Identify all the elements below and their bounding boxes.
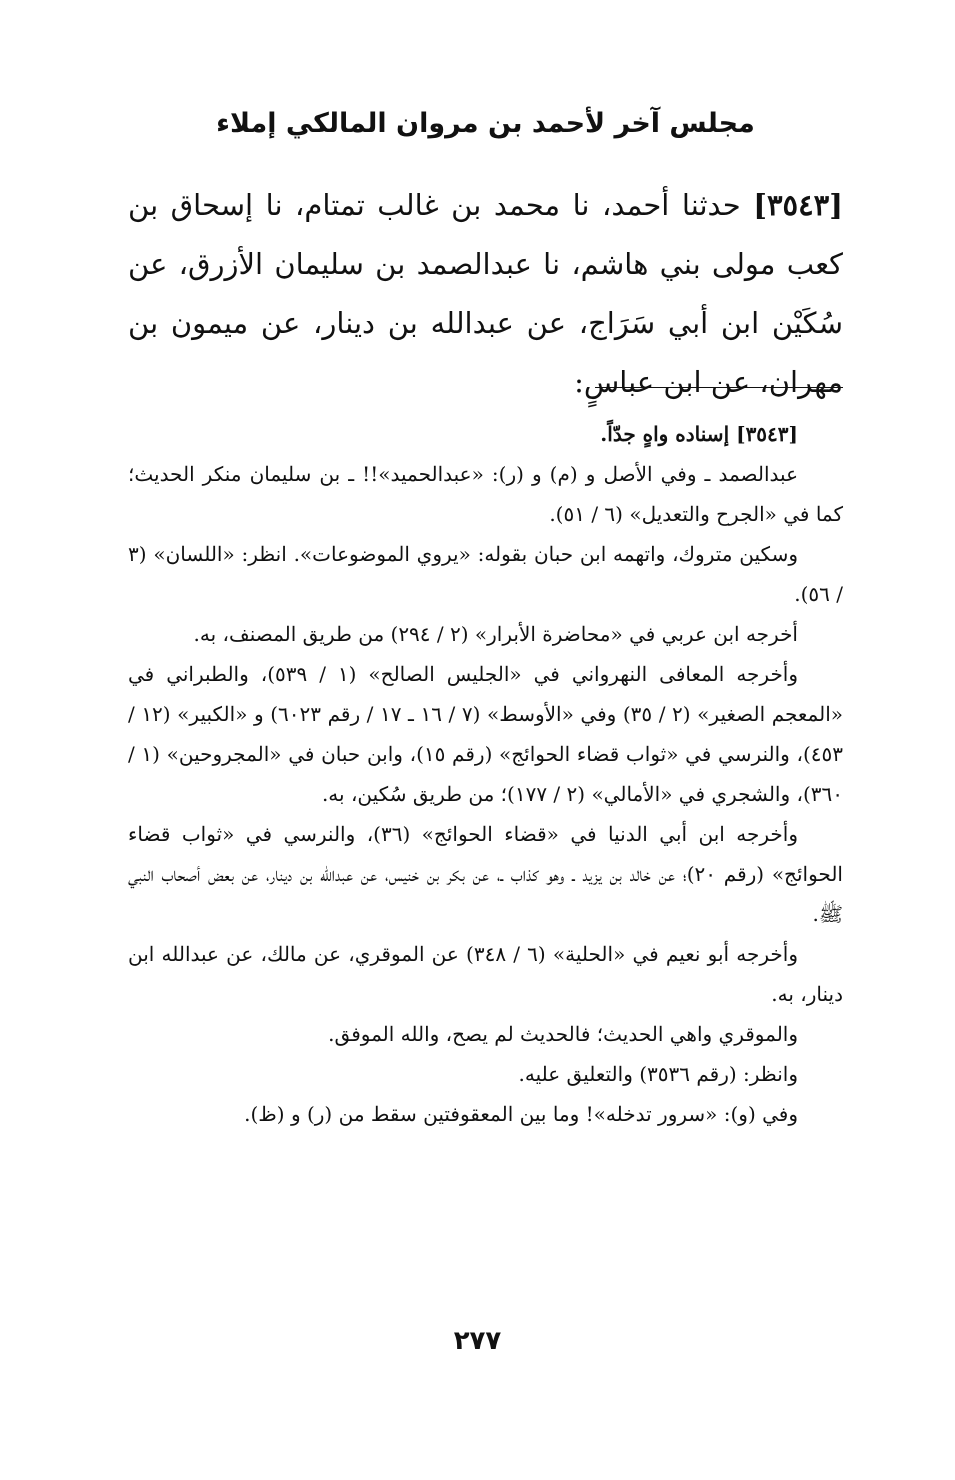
page-heading: مجلس آخر لأحمد بن مروان المالكي إملاء (216, 108, 755, 139)
footnotes (128, 414, 843, 1134)
footnote-paragraph: عبدالصمد ـ وفي الأصل و (م) و (ر): «عبدالحميد»!! ـ بن سليمان منكر الحديث؛ كما في «الجرح والتعديل» (٦ / ٥١). (128, 462, 843, 526)
footnote-paragraph: وسكين متروك، واتهمه ابن حبان بقوله: «يروي الموضوعات». انظر: «اللسان» (٣ / ٥٦). (128, 542, 843, 606)
hadith-body: حدثنا أحمد، نا محمد بن غالب تمتام، نا إسحاق بن كعب مولى بني هاشم، نا عبدالصمد بن سليمان الأزرق، عن سُكَيْن ابن أبي سَرَاج، عن عبدالله بن دينار، عن ميمون بن مهران، عن ابن عباسٍ: (128, 188, 843, 399)
page-number: ٢٧٧ (453, 1326, 502, 1356)
footnote-paragraph: وفي (و): «سرور تدخله»! وما بين المعقوفتين سقط من (ر) و (ظ). (244, 1102, 798, 1126)
footnote-paragraph: وأخرجه المعافى النهرواني في «الجليس الصالح» (١ / ٥٣٩)، والطبراني في «المعجم الصغير» (٢ / ٣٥) وفي «الأوسط» (٧ / ١٦ ـ ١٧ / رقم ٦٠٢٣) و «الكبير» (١٢ / ٤٥٣)، والنرسي في «ثواب قضاء الحوائج» (رقم ١٥)، وابن حبان في «المجروحين» (١ / ٣٦٠)، والشجري في «الأمالي» (٢ / ١٧٧)؛ من طريق سُكين، به. (128, 662, 844, 806)
footnote-separator (595, 387, 843, 388)
footnote-paragraph: وانظر: (رقم ٣٥٣٦) والتعليق عليه. (518, 1062, 798, 1086)
footnote-paragraph: والموقري واهي الحديث؛ فالحديث لم يصح، والله الموفق. (328, 1022, 798, 1046)
hadith-text (128, 176, 843, 412)
footnote-paragraph: وأخرجه ابن أبي الدنيا في «قضاء الحوائج» (٣٦)، والنرسي في «ثواب قضاء الحوائج» (رقم ٢٠)؛ عن خالد بن يزيد ـ وهو كذاب ـ، عن بكر بن خنيس، عن عبدالله بن دينار، عن بعض أصحاب النبي ﷺ. (128, 822, 843, 926)
footnote-heading: [٣٥٤٣] إسناده واهٍ جدّاً. (600, 422, 798, 446)
footnote-paragraph: أخرجه ابن عربي في «محاضرة الأبرار» (٢ / ٢٩٤) من طريق المصنف، به. (193, 622, 798, 646)
hadith-number: [٣٥٤٣] (753, 188, 843, 222)
footnote-paragraph: وأخرجه أبو نعيم في «الحلية» (٦ / ٣٤٨) عن الموقري، عن مالك، عن عبدالله ابن دينار، به. (128, 942, 843, 1006)
